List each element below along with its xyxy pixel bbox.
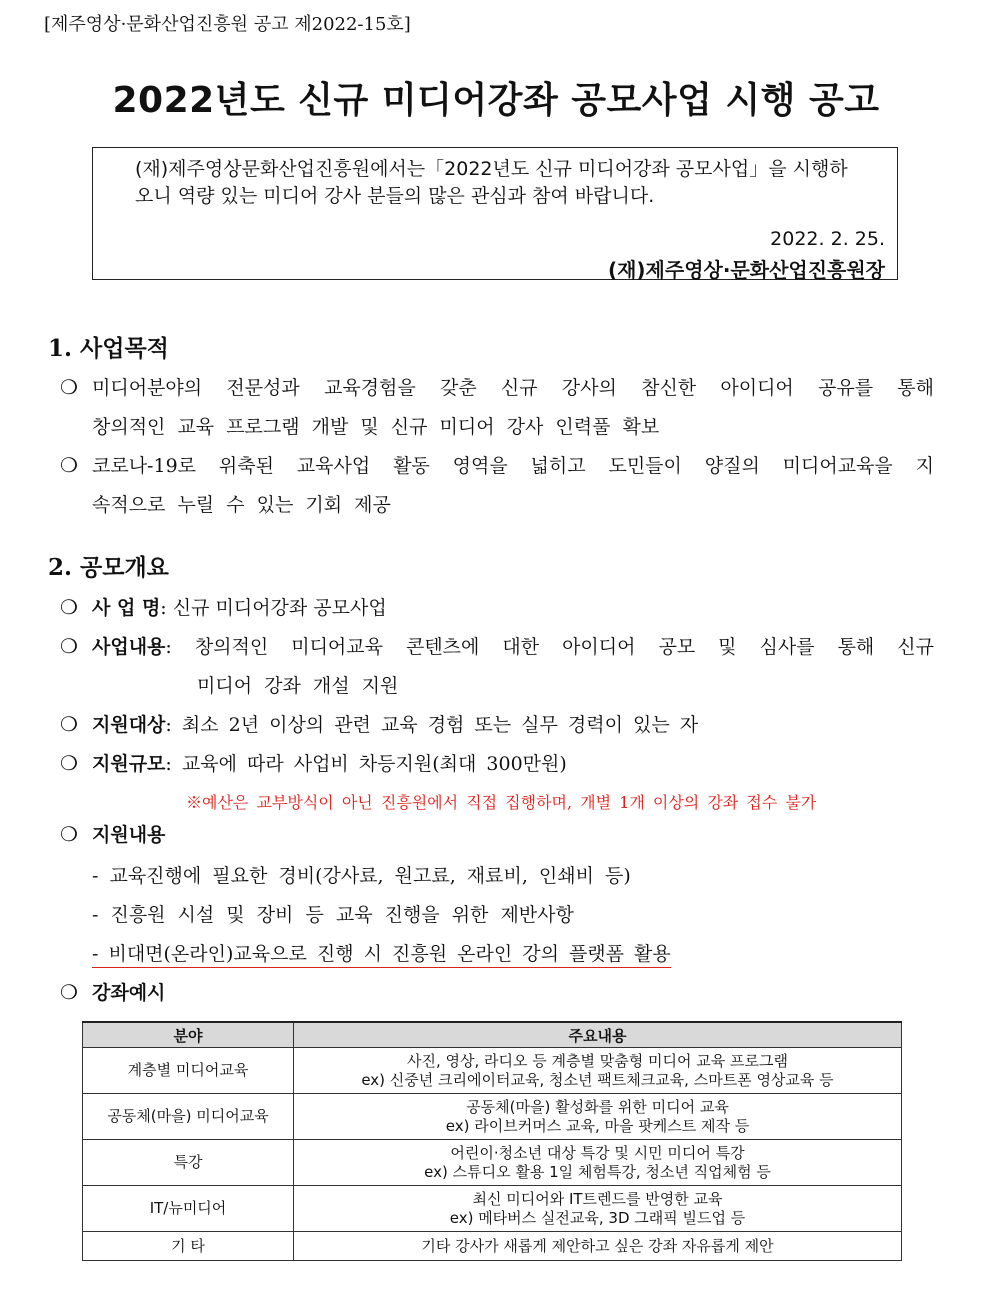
section-1-heading: 1. 사업목적 bbox=[48, 335, 169, 362]
bullet-icon: ❍ bbox=[60, 453, 78, 477]
course-examples-table bbox=[82, 1021, 902, 1261]
purpose-2-line-2: 속적으로 누릴 수 있는 기회 제공 bbox=[92, 494, 391, 516]
table-cell-line: 공동체(마을) 활성화를 위한 미디어 교육 bbox=[466, 1097, 729, 1116]
table-header-content: 주요내용 bbox=[294, 1022, 902, 1048]
intro-line-1: (재)제주영상문화산업진흥원에서는「2022년도 신규 미디어강좌 공모사업」을 시행하 bbox=[135, 158, 848, 180]
table-row bbox=[83, 1140, 902, 1186]
table-cell-line: ex) 메타버스 실전교육, 3D 그래픽 빌드업 등 bbox=[449, 1208, 746, 1227]
table-cell-line: ex) 신중년 크리에이터교육, 청소년 팩트체크교육, 스마트폰 영상교육 등 bbox=[361, 1070, 834, 1089]
table-cell-category: 계층별 미디어교육 bbox=[83, 1048, 294, 1094]
project-name-row bbox=[92, 593, 387, 620]
table-cell-category: IT/뉴미디어 bbox=[83, 1186, 294, 1232]
project-content-row bbox=[92, 632, 934, 659]
purpose-2-line-1: 코로나-19로 위축된 교육사업 활동 영역을 넓히고 도민들이 양질의 미디어교육을 지 bbox=[92, 455, 934, 477]
table-cell-content bbox=[294, 1140, 902, 1186]
table-cell-line: 사진, 영상, 라디오 등 계층별 맞춤형 미디어 교육 프로그램 bbox=[407, 1051, 788, 1070]
purpose-1-line-2: 창의적인 교육 프로그램 개발 및 신규 미디어 강사 인력풀 확보 bbox=[92, 416, 660, 438]
support-target-value: : 최소 2년 이상의 관련 교육 경험 또는 실무 경력이 있는 자 bbox=[165, 714, 699, 736]
intro-date: 2022. 2. 25. bbox=[770, 228, 885, 250]
table-cell-content bbox=[294, 1232, 902, 1261]
project-name-value: : 신규 미디어강좌 공모사업 bbox=[160, 597, 387, 619]
bullet-icon: ❍ bbox=[60, 634, 78, 658]
page-title: 2022년도 신규 미디어강좌 공모사업 시행 공고 bbox=[112, 80, 880, 121]
project-name-label: 사 업 명 bbox=[92, 597, 161, 619]
support-scale-label: 지원규모 bbox=[92, 753, 166, 775]
table-row bbox=[83, 1048, 902, 1094]
bullet-icon: ❍ bbox=[60, 980, 78, 1004]
table-cell-category: 기 타 bbox=[83, 1232, 294, 1261]
section-2-heading: 2. 공모개요 bbox=[48, 554, 169, 581]
support-target-label: 지원대상 bbox=[92, 714, 166, 736]
project-content-line-2: 미디어 강좌 개설 지원 bbox=[197, 675, 399, 697]
table-row bbox=[83, 1094, 902, 1140]
table-cell-line: ex) 라이브커머스 교육, 마을 팟케스트 제작 등 bbox=[445, 1116, 750, 1135]
support-item-3 bbox=[92, 939, 671, 966]
support-content-label: 지원내용 bbox=[92, 824, 166, 846]
support-target-row bbox=[92, 710, 698, 737]
bullet-icon: ❍ bbox=[60, 595, 78, 619]
project-content-value: : 창의적인 미디어교육 콘텐츠에 대한 아이디어 공모 및 심사를 통해 신규 bbox=[165, 636, 934, 658]
notice-number: [제주영상·문화산업진흥원 공고 제2022-15호] bbox=[44, 14, 411, 35]
support-scale-note: ※예산은 교부방식이 아닌 진흥원에서 직접 집행하며, 개별 1개 이상의 강좌 접수 불가 bbox=[186, 793, 817, 812]
bullet-icon: ❍ bbox=[60, 712, 78, 736]
table-cell-line: 기타 강사가 새롭게 제안하고 싶은 강좌 자유롭게 제안 bbox=[421, 1236, 774, 1255]
table-cell-category: 특강 bbox=[83, 1140, 294, 1186]
table-cell-line: 최신 미디어와 IT트렌드를 반영한 교육 bbox=[472, 1189, 723, 1208]
project-content-label: 사업내용 bbox=[92, 636, 166, 658]
course-examples-label: 강좌예시 bbox=[92, 982, 166, 1004]
intro-organization: (재)제주영상·문화산업진흥원장 bbox=[607, 258, 885, 282]
support-scale-row bbox=[92, 749, 567, 776]
table-cell-line: ex) 스튜디오 활용 1일 체험특강, 청소년 직업체험 등 bbox=[424, 1162, 771, 1181]
intro-line-2: 오니 역량 있는 미디어 강사 분들의 많은 관심과 참여 바랍니다. bbox=[135, 185, 655, 207]
table-header-row bbox=[83, 1022, 902, 1048]
table-row bbox=[83, 1232, 902, 1261]
support-item-1: - 교육진행에 필요한 경비(강사료, 원고료, 재료비, 인쇄비 등) bbox=[92, 865, 631, 887]
table-header-field: 분야 bbox=[83, 1022, 294, 1048]
support-item-3-text: - 비대면(온라인)교육으로 진행 시 진흥원 온라인 강의 플랫폼 활용 bbox=[92, 943, 671, 968]
intro-box bbox=[92, 147, 898, 280]
bullet-icon: ❍ bbox=[60, 375, 78, 399]
purpose-1-line-1: 미디어분야의 전문성과 교육경험을 갖춘 신규 강사의 참신한 아이디어 공유를 통해 bbox=[92, 377, 934, 399]
table-cell-content bbox=[294, 1094, 902, 1140]
table-cell-content bbox=[294, 1186, 902, 1232]
support-scale-value: : 교육에 따라 사업비 차등지원(최대 300만원) bbox=[165, 753, 567, 775]
bullet-icon: ❍ bbox=[60, 822, 78, 846]
table-cell-category: 공동체(마을) 미디어교육 bbox=[83, 1094, 294, 1140]
bullet-icon: ❍ bbox=[60, 751, 78, 775]
table-cell-line: 어린이·청소년 대상 특강 및 시민 미디어 특강 bbox=[450, 1143, 745, 1162]
table-cell-content bbox=[294, 1048, 902, 1094]
table-row bbox=[83, 1186, 902, 1232]
support-item-2: - 진흥원 시설 및 장비 등 교육 진행을 위한 제반사항 bbox=[92, 904, 574, 926]
